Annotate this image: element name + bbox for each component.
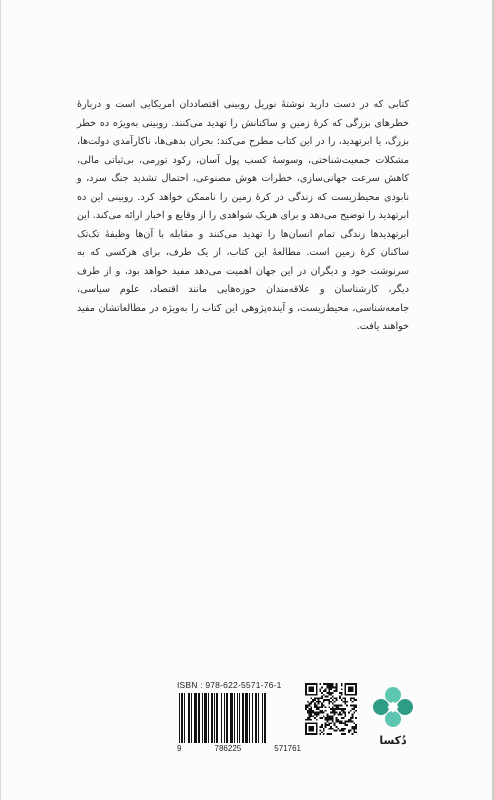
isbn-block xyxy=(177,680,301,753)
barcode-left-digits: 786225 xyxy=(214,744,242,753)
barcode-right-digits: 571761 xyxy=(274,744,301,753)
publisher-name: دُکسا xyxy=(379,734,407,747)
back-cover-blurb xyxy=(77,96,409,337)
flower-logo-icon xyxy=(372,686,414,728)
barcode-lead-digit: 9 xyxy=(177,744,182,753)
qr-code xyxy=(305,682,357,736)
barcode-digits xyxy=(177,744,301,753)
publisher-logo xyxy=(371,686,415,750)
barcode xyxy=(177,693,301,743)
blurb-paragraph: کتابی که در دست دارید نوشتهٔ نوریل روبینی اقتصاددان امریکایی است و دربارهٔ خطرهای بزرگی که کرهٔ زمین و ساکنانش را تهدید می‌کنند. روبینی به‌ویژه ده خطر بزرگ، یا ابرتهدید، را در این کتاب مطرح می‌کند: بحران بدهی‌ها، ناکارآمدی دولت‌ها، مشکلات جمعیت‌شناختی، وسوسهٔ کسب پول آسان، رکود تورمی، بی‌ثباتی مالی، کاهش سرعت جهانی‌سازی، خطرات هوش مصنوعی، احتمال تشدید جنگ سرد، و نابودی محیط‌زیست که زندگی در کرهٔ زمین را ناممکن خواهد کرد. روبینی این ده ابرتهدید را توضیح می‌دهد و برای هریک شواهدی را از وقایع و اخبار ارائه می‌کند. این ابرتهدیدها زندگی تمام انسان‌ها را تهدید می‌کنند و مقابله با آن‌ها وظیفهٔ تک‌تک ساکنان کرهٔ زمین است. مطالعهٔ این کتاب، از یک طرف، برای هرکسی که به سرنوشت خود و دیگران در این جهان اهمیت می‌دهد مفید خواهد بود، و از طرف دیگر، کارشناسان و علاقه‌مندان حوزه‌هایی مانند اقتصاد، علوم سیاسی، جامعه‌شناسی، محیط‌زیست، و آینده‌پژوهی این کتاب را به‌ویژه در مطالعاتشان مفید خواهند یافت. xyxy=(77,99,409,332)
isbn-label: ISBN : 978-622-5571-76-1 xyxy=(177,680,282,690)
